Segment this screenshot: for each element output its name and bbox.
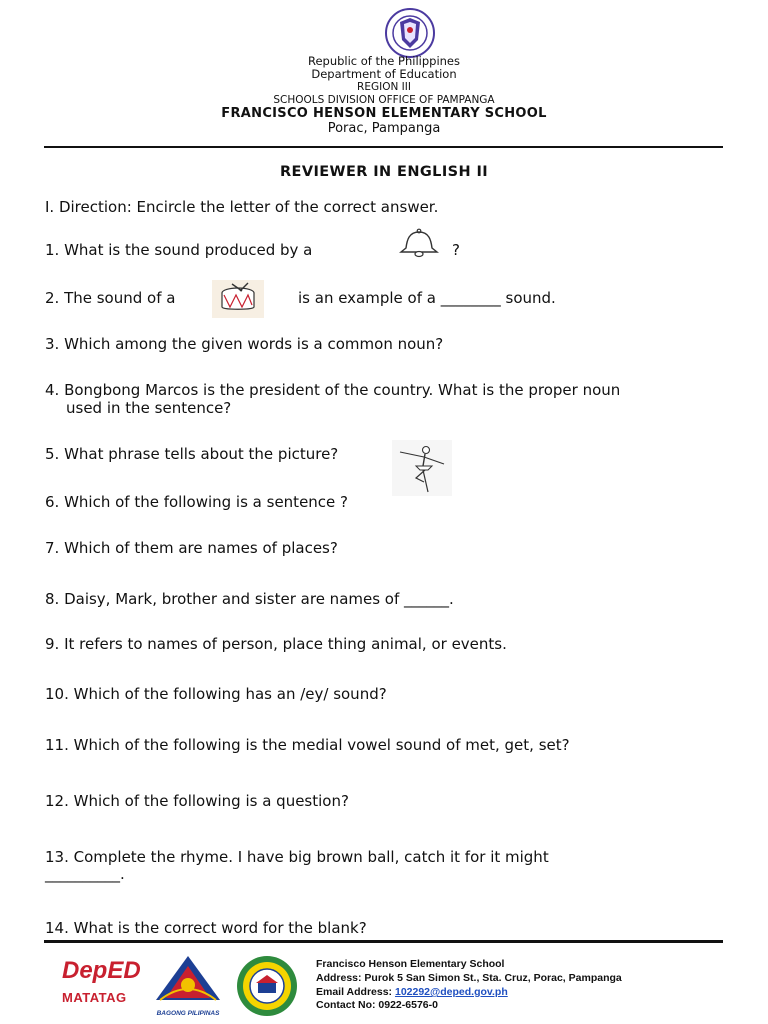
question-7: 7. Which of them are names of places? bbox=[45, 539, 338, 557]
question-6: 6. Which of the following is a sentence ? bbox=[45, 493, 349, 511]
header-line3: REGION III bbox=[357, 81, 411, 93]
school-town: Porac, Pampanga bbox=[327, 121, 441, 136]
bagong-pilipinas-text: BAGONG PILIPINAS bbox=[156, 1010, 220, 1017]
question-12: 12. Which of the following is a question? bbox=[45, 792, 349, 810]
deped-logo-icon bbox=[62, 958, 142, 1014]
school-name: FRANCISCO HENSON ELEMENTARY SCHOOL bbox=[221, 106, 547, 121]
question-8: 8. Daisy, Mark, brother and sister are names of ______. bbox=[45, 590, 454, 608]
question-1-text: 1. What is the sound produced by a bbox=[45, 241, 313, 259]
question-13: 13. Complete the rhyme. I have big brown ball, catch it for it might bbox=[45, 848, 549, 866]
deped-logo-text: DepED bbox=[62, 957, 141, 984]
question-10: 10. Which of the following has an /ey/ sound? bbox=[45, 685, 387, 703]
question-1 bbox=[45, 242, 312, 259]
direction-text: I. Direction: Encircle the letter of the correct answer. bbox=[45, 198, 439, 216]
deped-seal-icon bbox=[385, 8, 435, 58]
question-14: 14. What is the correct word for the blank? bbox=[45, 919, 367, 937]
footer-contact: Contact No: 0922-6576-0 bbox=[316, 999, 438, 1011]
footer-email-label: Email Address: bbox=[316, 986, 395, 998]
bell-icon bbox=[395, 228, 443, 258]
header-line2: Department of Education bbox=[311, 67, 457, 81]
ballerina-icon bbox=[392, 440, 452, 496]
footer-rule bbox=[44, 940, 723, 943]
footer-address: Address: Purok 5 San Simon St., Sta. Cruz, Porac, Pampanga bbox=[316, 972, 622, 984]
matatag-text: MATATAG bbox=[62, 990, 127, 1005]
question-11: 11. Which of the following is the medial vowel sound of met, get, set? bbox=[45, 736, 570, 754]
footer-school-name: Francisco Henson Elementary School bbox=[316, 958, 505, 970]
school-seal-icon bbox=[236, 955, 298, 1017]
question-5: 5. What phrase tells about the picture? bbox=[45, 445, 339, 463]
question-3: 3. Which among the given words is a common noun? bbox=[45, 335, 444, 353]
question-4-continued: used in the sentence? bbox=[66, 399, 232, 417]
question-9: 9. It refers to names of person, place thing animal, or events. bbox=[45, 635, 507, 653]
drum-icon bbox=[212, 280, 264, 318]
footer-email bbox=[316, 986, 508, 998]
bagong-pilipinas-logo-icon bbox=[150, 952, 226, 1016]
header-rule bbox=[44, 146, 723, 148]
question-2-start: 2. The sound of a bbox=[45, 289, 176, 307]
header-line1: Republic of the Philippines bbox=[307, 54, 461, 68]
header-line4: SCHOOLS DIVISION OFFICE OF PAMPANGA bbox=[273, 94, 495, 106]
question-1-end: ? bbox=[452, 241, 460, 259]
question-13-continued: __________. bbox=[45, 865, 125, 883]
question-2-end: is an example of a ________ sound. bbox=[298, 289, 556, 307]
question-4: 4. Bongbong Marcos is the president of the country. What is the proper noun bbox=[45, 381, 621, 399]
email-link[interactable]: 102292@deped.gov.ph bbox=[394, 986, 508, 998]
page-title: REVIEWER IN ENGLISH II bbox=[279, 164, 489, 180]
